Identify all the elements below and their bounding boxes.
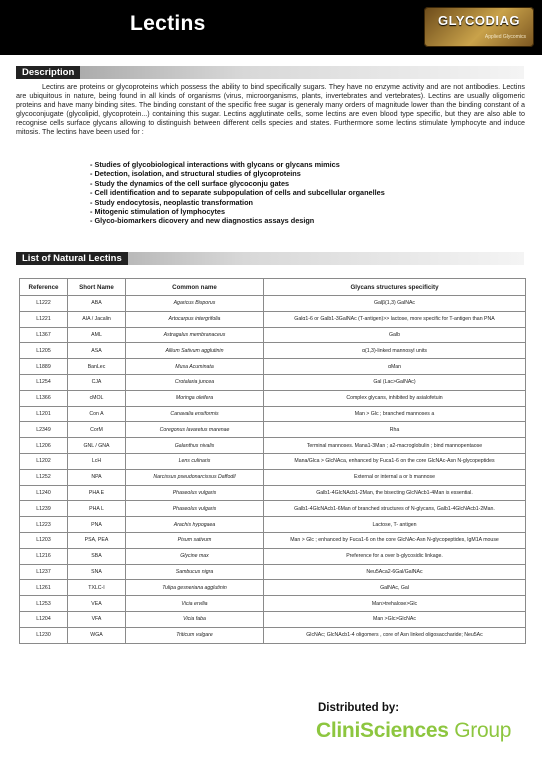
specificity-cell: Galb1-4GlcNAcb1-2Man, the bisecting GlcNAcb1-4Man is essential. — [264, 485, 526, 501]
reference-cell: L1216 — [20, 548, 68, 564]
use-item: - Detection, isolation, and structural studies of glycoproteins — [90, 169, 301, 179]
specificity-cell: Man>trehalose>Glc — [264, 596, 526, 612]
short-name-cell: cMOL — [68, 390, 126, 406]
common-name-cell: Lens culinaris — [126, 453, 264, 469]
lectins-table — [19, 278, 526, 644]
reference-cell: L1253 — [20, 596, 68, 612]
table-row — [20, 517, 526, 533]
logo-subtitle: Applied Glycomics — [484, 34, 526, 40]
short-name-cell: WGA — [68, 627, 126, 643]
short-name-cell: GNL / GNA — [68, 438, 126, 454]
common-name-cell: Allium Sativum agglutinin — [126, 343, 264, 359]
distributed-by-label: Distributed by: — [318, 702, 400, 714]
specificity-cell: Gal (Lac>GalNAc) — [264, 374, 526, 390]
uses-list — [90, 160, 385, 226]
short-name-cell: SBA — [68, 548, 126, 564]
table-row — [20, 327, 526, 343]
short-name-cell: NPA — [68, 469, 126, 485]
table-row — [20, 390, 526, 406]
short-name-cell: CJA — [68, 374, 126, 390]
reference-cell: L1239 — [20, 501, 68, 517]
specificity-cell: Man >Glc>GlcNAc — [264, 611, 526, 627]
common-name-cell: Vicia ervilia — [126, 596, 264, 612]
common-name-cell: Coregonus lavaretus marenae — [126, 422, 264, 438]
reference-cell: L1261 — [20, 580, 68, 596]
reference-cell: L1223 — [20, 517, 68, 533]
table-row — [20, 453, 526, 469]
short-name-cell: Con A — [68, 406, 126, 422]
short-name-cell: LcH — [68, 453, 126, 469]
table-row — [20, 564, 526, 580]
reference-cell: L1889 — [20, 359, 68, 375]
table-row — [20, 485, 526, 501]
specificity-cell: Neu5Aca2-6Gal/GalNAc — [264, 564, 526, 580]
lectins-table-body — [20, 296, 526, 644]
brand-name: CliniSciences — [316, 719, 449, 742]
use-item: - Study endocytosis, neoplastic transformation — [90, 197, 253, 207]
common-name-cell: Sambucus nigra — [126, 564, 264, 580]
table-row — [20, 501, 526, 517]
common-name-cell: Vicia faba — [126, 611, 264, 627]
reference-cell: L2349 — [20, 422, 68, 438]
column-header: Short Name — [68, 279, 126, 296]
short-name-cell: VEA — [68, 596, 126, 612]
short-name-cell: PHA E — [68, 485, 126, 501]
reference-cell: L1230 — [20, 627, 68, 643]
brand-suffix: Group — [454, 719, 512, 742]
specificity-cell: Complex glycans, inhibited by asialofetuin — [264, 390, 526, 406]
short-name-cell: AIA / Jacalin — [68, 311, 126, 327]
description-heading: Description — [16, 66, 80, 79]
specificity-cell: Man > Glc ; branched mannoses a — [264, 406, 526, 422]
reference-cell: L1240 — [20, 485, 68, 501]
lectins-heading: List of Natural Lectins — [16, 252, 128, 265]
common-name-cell: Crotalaria juncea — [126, 374, 264, 390]
specificity-cell: Man > Glc ; enhanced by Fuca1-6 on the core GlcNAc-Asn N-glycopeptides, IgM1A mouse — [264, 532, 526, 548]
common-name-cell: Phaseolus vulgaris — [126, 485, 264, 501]
common-name-cell: Canavalia ensiformis — [126, 406, 264, 422]
short-name-cell: PHA L — [68, 501, 126, 517]
specificity-cell: Rha — [264, 422, 526, 438]
clinisciences-logo — [316, 719, 511, 743]
page-title: Lectins — [130, 12, 206, 35]
reference-cell: L1252 — [20, 469, 68, 485]
specificity-cell: Galα1-6 or Galb1-3GalNAc (T-antigen)>> lactose, more specific for T-antigen than PNA — [264, 311, 526, 327]
table-row — [20, 374, 526, 390]
table-row — [20, 627, 526, 643]
specificity-cell: α(1,3)-linked mannosyl units — [264, 343, 526, 359]
table-row — [20, 611, 526, 627]
short-name-cell: PSA, PEA — [68, 532, 126, 548]
short-name-cell: SNA — [68, 564, 126, 580]
specificity-cell: GalNAc, Gal — [264, 580, 526, 596]
reference-cell: L1367 — [20, 327, 68, 343]
common-name-cell: Narcissus pseudonarcissus Daffodil — [126, 469, 264, 485]
common-name-cell: Pisum sativum — [126, 532, 264, 548]
table-row — [20, 532, 526, 548]
common-name-cell: Agaricus Bisporus — [126, 296, 264, 312]
short-name-cell: BanLec — [68, 359, 126, 375]
page-header — [0, 0, 542, 55]
reference-cell: L1202 — [20, 453, 68, 469]
common-name-cell: Artocarpus intergrifolia — [126, 311, 264, 327]
specificity-cell: Preference for a over b-glycosidic linkage. — [264, 548, 526, 564]
specificity-cell: Terminal mannoses. Mana1-3Man ; a2-macroglobulin ; bind mannopentaose — [264, 438, 526, 454]
column-header: Reference — [20, 279, 68, 296]
use-item: - Study the dynamics of the cell surface glycoconju gates — [90, 178, 290, 188]
reference-cell: L1205 — [20, 343, 68, 359]
description-paragraph: Lectins are proteins or glycoproteins which possess the ability to bind specifically sugars. They have no enzyme activity and are not antibodies. Lectins are ubiquitous in nature, being found in all kinds of organisms (virus, microorganisms, plants, invertebrates and vertebrates). Lectins are usually oligomeric proteins and have many binding sites. The binding constant of the specific free sugar is generaly many orders of magnitude lower than the binding constant of a glycoconjugate (glycolipid, glycoprotein...) containing this sugar. Lectins agglutinate cells, some lectins are even blood type specific, but they are also able to recognise cells surface glycans allowing to distinguish between different cells species and states. Furthermore some lectins stimulate lymphocyte and induce mitosis. The lectins have been used for : — [16, 83, 525, 137]
use-item: - Cell identification and to separate subpopulation of cells and subcellular organelles — [90, 188, 385, 198]
column-header: Glycans structures specificity — [264, 279, 526, 296]
table-row — [20, 548, 526, 564]
table-row — [20, 596, 526, 612]
use-item: - Glyco-biomarkers dicovery and new diagnostics assays design — [90, 216, 315, 226]
short-name-cell: PNA — [68, 517, 126, 533]
common-name-cell: Tulipa gesneriana agglutinin — [126, 580, 264, 596]
lectins-section-bar — [16, 252, 524, 265]
table-row — [20, 343, 526, 359]
common-name-cell: Arachis hypogaea — [126, 517, 264, 533]
common-name-cell: Musa Acuminata — [126, 359, 264, 375]
common-name-cell: Triticum vulgare — [126, 627, 264, 643]
table-header-row — [20, 279, 526, 296]
reference-cell: L1206 — [20, 438, 68, 454]
table-row — [20, 311, 526, 327]
common-name-cell: Glycine max — [126, 548, 264, 564]
reference-cell: L1203 — [20, 532, 68, 548]
specificity-cell: Mana/Glca > GlcNAca, enhanced by Fuca1-6 on the core GlcNAc-Asn N-glycopeptides — [264, 453, 526, 469]
use-item: - Mitogenic stimulation of lymphocytes — [90, 207, 226, 217]
specificity-cell: GlcNAc; GlcNAcb1-4 oligomers , core of Asn linked oligosaccharide; Neu5Ac — [264, 627, 526, 643]
table-row — [20, 406, 526, 422]
short-name-cell: ABA — [68, 296, 126, 312]
specificity-cell: Galb1-4GlcNAcb1-6Man of branched structures of N-glycans, Galb1-4GlcNAcb1-2Man. — [264, 501, 526, 517]
reference-cell: L1254 — [20, 374, 68, 390]
specificity-cell: Galβ(1,3) GalNAc — [264, 296, 526, 312]
column-header: Common name — [126, 279, 264, 296]
table-row — [20, 359, 526, 375]
specificity-cell: External or internal a or b mannose — [264, 469, 526, 485]
specificity-cell: Lactose, T- antigen — [264, 517, 526, 533]
short-name-cell: VFA — [68, 611, 126, 627]
reference-cell: L1201 — [20, 406, 68, 422]
table-row — [20, 469, 526, 485]
common-name-cell: Phaseolus vulgaris — [126, 501, 264, 517]
description-section-bar — [16, 66, 524, 79]
specificity-cell: αMan — [264, 359, 526, 375]
short-name-cell: AML — [68, 327, 126, 343]
reference-cell: L1204 — [20, 611, 68, 627]
short-name-cell: CorM — [68, 422, 126, 438]
table-row — [20, 422, 526, 438]
reference-cell: L1366 — [20, 390, 68, 406]
table-row — [20, 580, 526, 596]
common-name-cell: Astragalus membranaceus — [126, 327, 264, 343]
reference-cell: L1221 — [20, 311, 68, 327]
logo-text: GLYCODIAG — [437, 13, 521, 28]
reference-cell: L1237 — [20, 564, 68, 580]
glycodiag-logo — [424, 7, 534, 47]
table-row — [20, 296, 526, 312]
common-name-cell: Moringa oleifera — [126, 390, 264, 406]
table-row — [20, 438, 526, 454]
specificity-cell: Galb — [264, 327, 526, 343]
use-item: - Studies of glycobiological interactions with glycans or glycans mimics — [90, 160, 340, 169]
short-name-cell: TXLC-I — [68, 580, 126, 596]
common-name-cell: Galanthus nivalis — [126, 438, 264, 454]
short-name-cell: ASA — [68, 343, 126, 359]
reference-cell: L1222 — [20, 296, 68, 312]
